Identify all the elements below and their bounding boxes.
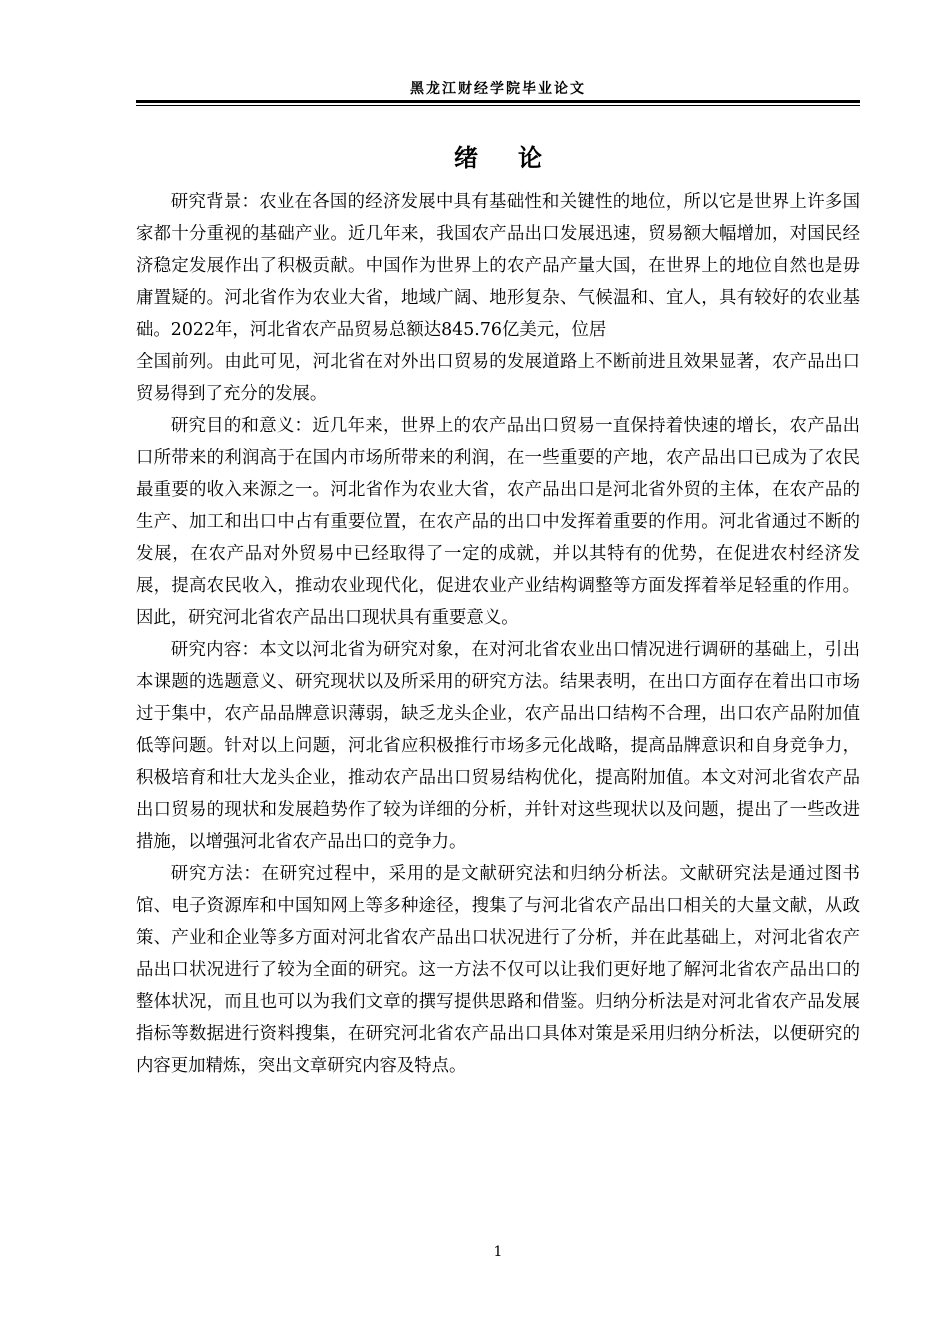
- chapter-title: 绪论: [454, 144, 582, 172]
- paragraph-background: 研究背景：农业在各国的经济发展中具有基础性和关键性的地位，所以它是世界上许多国家都十分重视的基础产业。近几年来，我国农产品出口发展迅速，贸易额大幅增加，对国民经济稳定发展作出了积极贡献。中国作为世界上的农产品产量大国，在世界上的地位自然也是毋庸置疑的。河北省作为农业大省，地域广阔、地形复杂、气候温和、宜人，具有较好的农业基础。2022年，河北省农产品贸易总额达845.76亿美元，位居: [136, 192, 860, 340]
- paragraph-background-cont: 全国前列。由此可见，河北省在对外出口贸易的发展道路上不断前进且效果显著，农产品出口贸易得到了充分的发展。: [136, 352, 860, 404]
- page-number: 1: [493, 1244, 503, 1260]
- paragraph-content: 研究内容：本文以河北省为研究对象，在对河北省农业出口情况进行调研的基础上，引出本课题的选题意义、研究现状以及所采用的研究方法。结果表明，在出口方面存在着出口市场过于集中，农产品品牌意识薄弱，缺乏龙头企业，农产品出口结构不合理，出口农产品附加值低等问题。针对以上问题，河北省应积极推行市场多元化战略，提高品牌意识和自身竞争力，积极培育和壮大龙头企业，推动农产品出口贸易结构优化，提高附加值。本文对河北省农产品出口贸易的现状和发展趋势作了较为详细的分析，并针对这些现状以及问题，提出了一些改进措施，以增强河北省农产品出口的竞争力。: [136, 640, 860, 852]
- paragraph-purpose: 研究目的和意义：近几年来，世界上的农产品出口贸易一直保持着快速的增长，农产品出口所带来的利润高于在国内市场所带来的利润，在一些重要的产地，农产品出口已成为了农民最重要的收入来源之一。河北省作为农业大省，农产品出口是河北省外贸的主体，在农产品的生产、加工和出口中占有重要位置，在农产品的出口中发挥着重要的作用。河北省通过不断的发展，在农产品对外贸易中已经取得了一定的成就，并以其特有的优势，在促进农村经济发展，提高农民收入，推动农业现代化，促进农业产业结构调整等方面发挥着举足轻重的作用。因此，研究河北省农产品出口现状具有重要意义。: [136, 416, 860, 628]
- header-rule-thick: [136, 100, 860, 103]
- header-rule-thin: [136, 105, 860, 106]
- running-header: 黑龙江财经学院毕业论文: [410, 81, 586, 97]
- body-text: [136, 186, 860, 1082]
- paragraph-method: 研究方法：在研究过程中，采用的是文献研究法和归纳分析法。文献研究法是通过图书馆、电子资源库和中国知网上等多种途径，搜集了与河北省农产品出口相关的大量文献，从政策、产业和企业等多方面对河北省农产品出口状况进行了分析，并在此基础上，对河北省农产品出口状况进行了较为全面的研究。这一方法不仅可以让我们更好地了解河北省农产品出口的整体状况，而且也可以为我们文章的撰写提供思路和借鉴。归纳分析法是对河北省农产品发展指标等数据进行资料搜集，在研究河北省农产品出口具体对策是采用归纳分析法，以便研究的内容更加精炼，突出文章研究内容及特点。: [136, 864, 860, 1076]
